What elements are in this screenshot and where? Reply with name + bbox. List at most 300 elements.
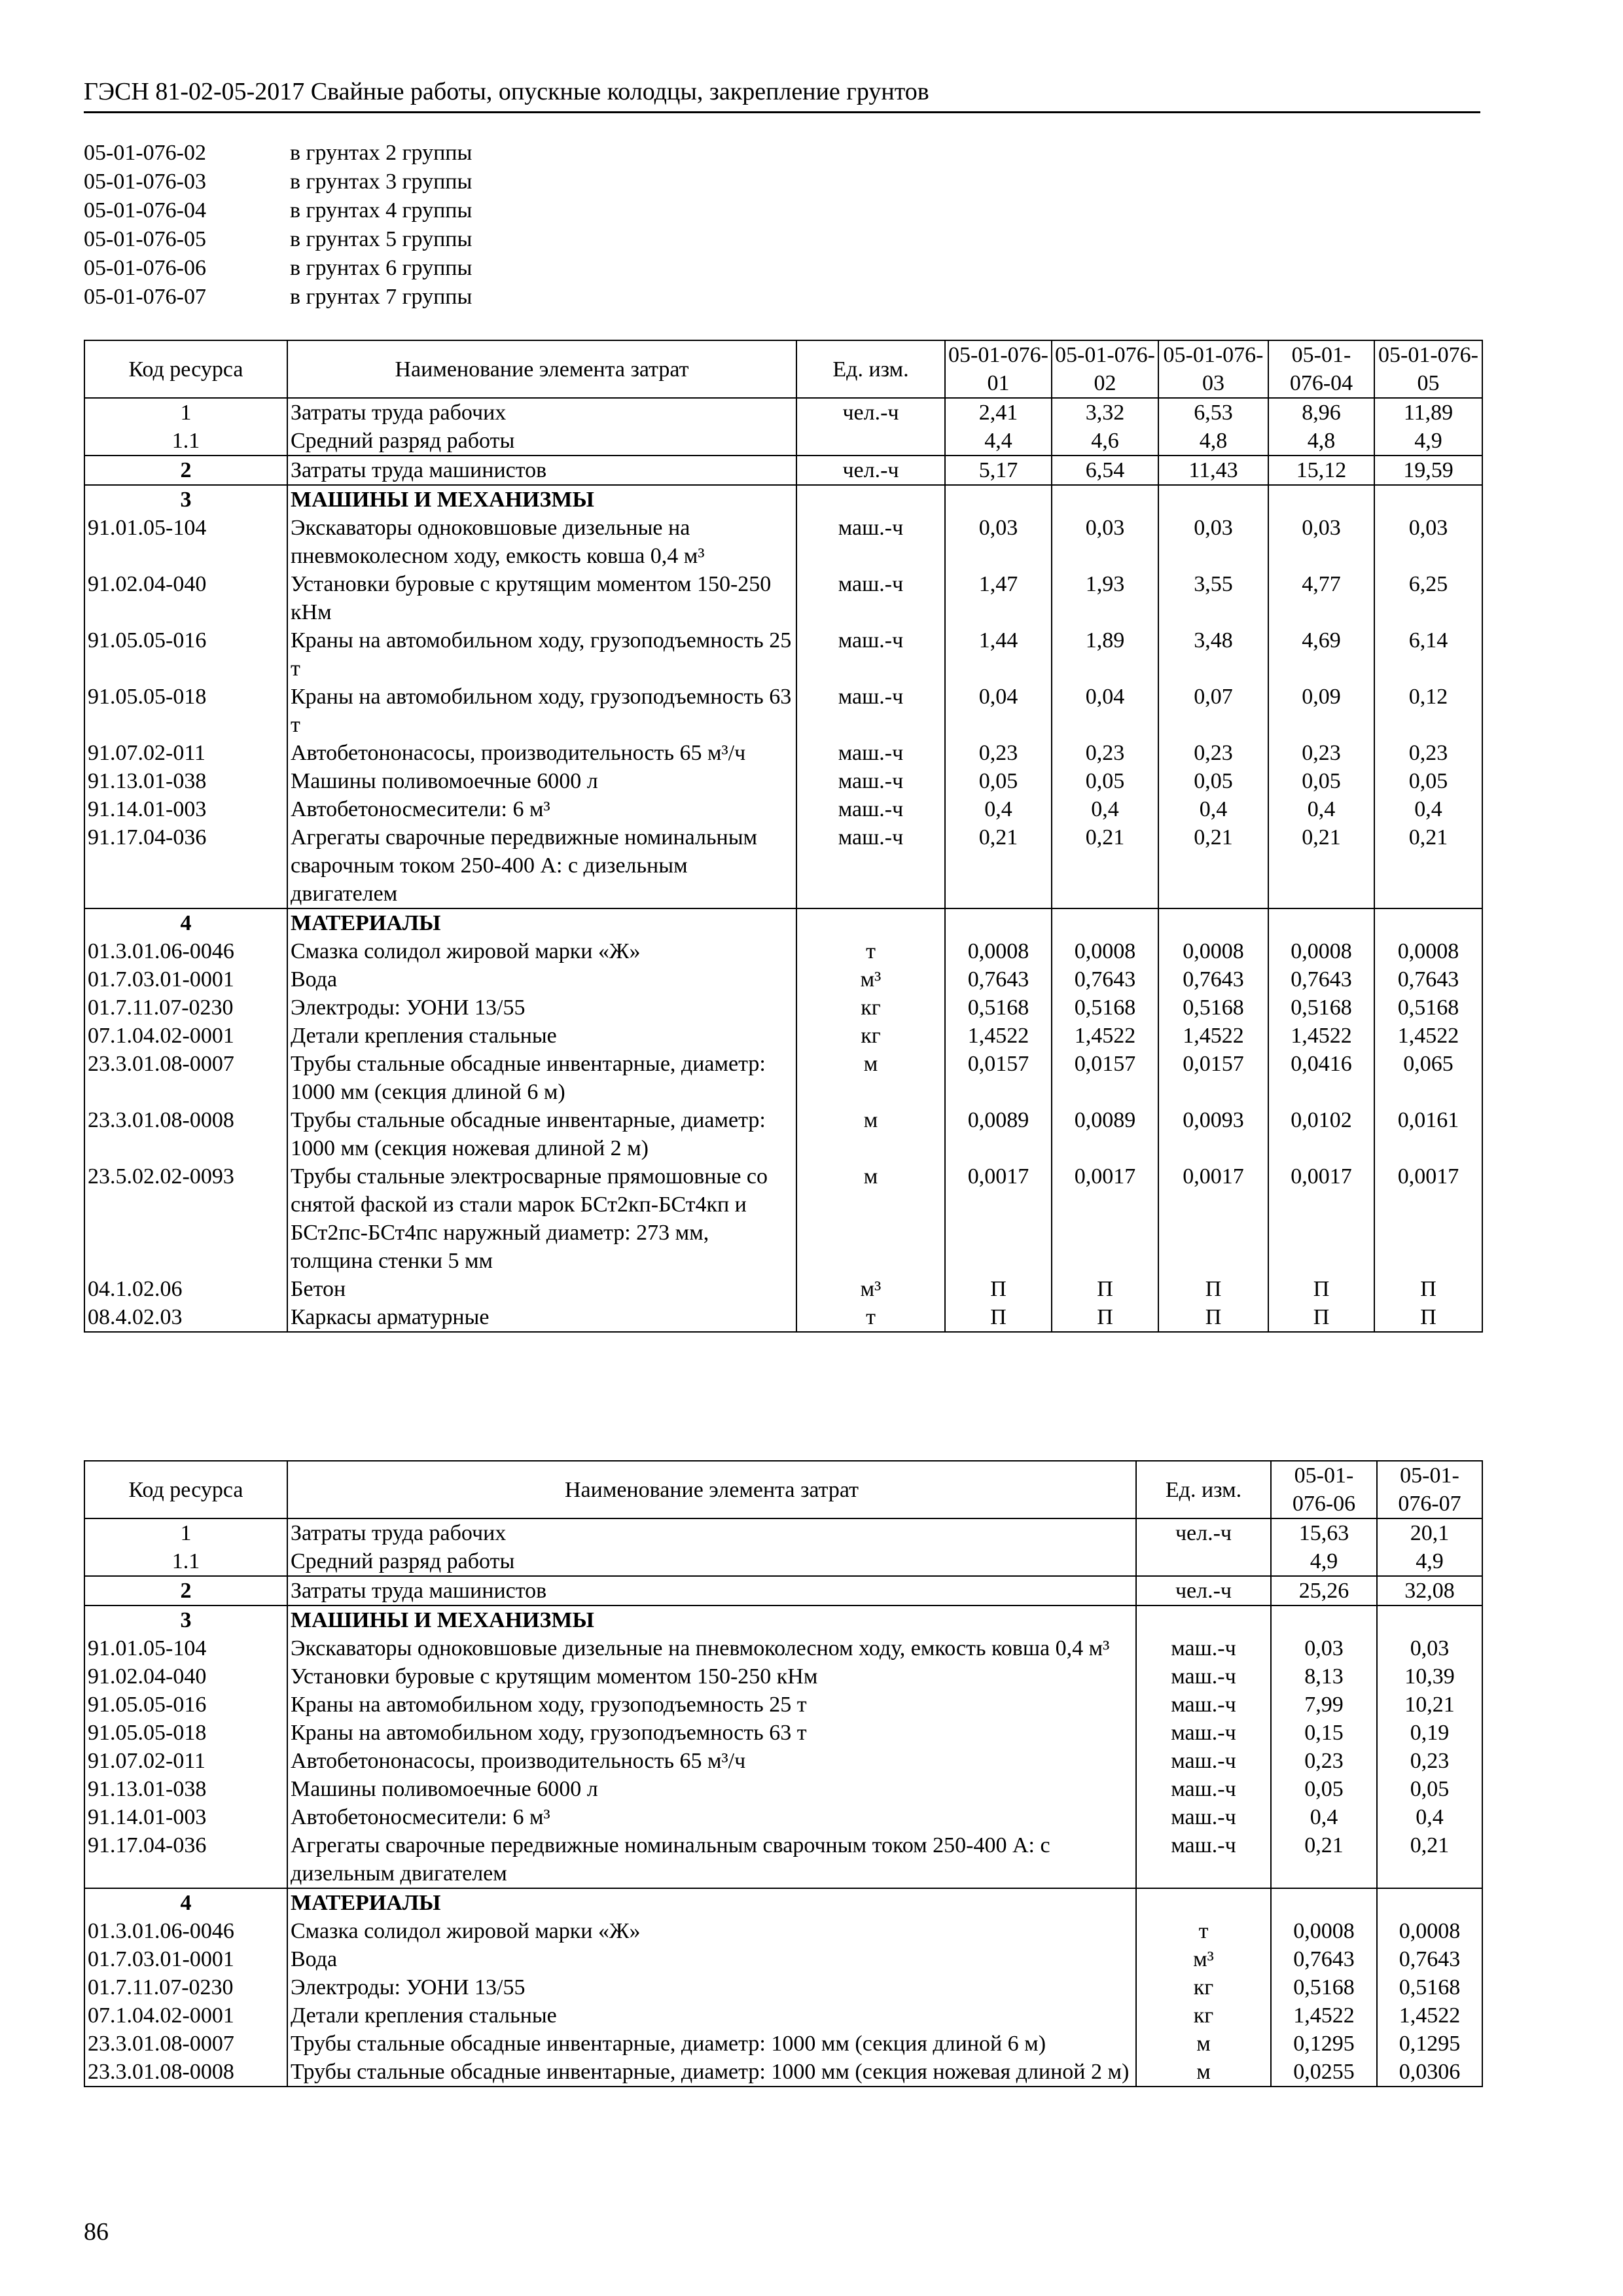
table-row xyxy=(84,1050,1482,1106)
unit: маш.-ч xyxy=(796,570,945,626)
table-row xyxy=(84,1917,1482,1945)
intro-list xyxy=(84,139,472,312)
value-cell: 7,99 xyxy=(1271,1691,1377,1719)
resource-code: 1 xyxy=(84,398,287,427)
resource-table-2 xyxy=(84,1460,1483,2087)
resource-code: 01.7.11.07-0230 xyxy=(84,1973,287,2001)
value-cell: 0,0093 xyxy=(1158,1106,1268,1162)
value-cell: 0,03 xyxy=(1268,514,1374,570)
resource-name: Трубы стальные обсадные инвентарные, диаметр: 1000 мм (секция ножевая длиной 2 м) xyxy=(287,2058,1136,2087)
value-cell: 0,7643 xyxy=(1374,965,1482,994)
unit: кг xyxy=(796,1022,945,1050)
value-cell: 0,4 xyxy=(1268,795,1374,823)
value-cell: 32,08 xyxy=(1377,1576,1482,1605)
value-cell: 1,89 xyxy=(1052,626,1158,683)
value-cell: 8,96 xyxy=(1268,398,1374,427)
value-cell: 0,03 xyxy=(945,514,1052,570)
value-cell: 0,03 xyxy=(1158,514,1268,570)
resource-name: Каркасы арматурные xyxy=(287,1303,796,1332)
value-cell: 1,4522 xyxy=(1377,2001,1482,2030)
value-cell: 15,12 xyxy=(1268,456,1374,485)
table-row xyxy=(84,1162,1482,1275)
resource-code: 91.02.04-040 xyxy=(84,570,287,626)
resource-name: Бетон xyxy=(287,1275,796,1303)
table-row xyxy=(84,1691,1482,1719)
value-cell: 0,03 xyxy=(1377,1634,1482,1662)
value-cell: 25,26 xyxy=(1271,1576,1377,1605)
value-cell: 0,7643 xyxy=(1268,965,1374,994)
resource-name: Агрегаты сварочные передвижные номинальным сварочным током 250-400 А: с дизельным двигателем xyxy=(287,823,796,908)
value-cell: 3,32 xyxy=(1052,398,1158,427)
resource-name: Экскаваторы одноковшовые дизельные на пневмоколесном ходу, емкость ковша 0,4 м³ xyxy=(287,514,796,570)
value-cell: 6,53 xyxy=(1158,398,1268,427)
unit: маш.-ч xyxy=(796,795,945,823)
resource-code: 23.3.01.08-0008 xyxy=(84,1106,287,1162)
value-cell: 6,14 xyxy=(1374,626,1482,683)
resource-code: 23.3.01.08-0007 xyxy=(84,2030,287,2058)
resource-name: Смазка солидол жировой марки «Ж» xyxy=(287,937,796,965)
value-cell: 0,0416 xyxy=(1268,1050,1374,1106)
value-cell: П xyxy=(945,1275,1052,1303)
table-row xyxy=(84,1022,1482,1050)
resource-name: Средний разряд работы xyxy=(287,427,796,456)
resource-code: 08.4.02.03 xyxy=(84,1303,287,1332)
intro-code: 05-01-076-07 xyxy=(84,285,206,309)
value-cell: 0,4 xyxy=(1052,795,1158,823)
table-row xyxy=(84,767,1482,795)
unit: маш.-ч xyxy=(796,683,945,739)
intro-code: 05-01-076-04 xyxy=(84,198,206,223)
value-cell: П xyxy=(1374,1303,1482,1332)
resource-code: 91.01.05-104 xyxy=(84,1634,287,1662)
value-cell: 0,0017 xyxy=(1052,1162,1158,1275)
value-cell: 0,04 xyxy=(1052,683,1158,739)
resource-code: 91.07.02-011 xyxy=(84,1747,287,1775)
resource-name: Установки буровые с крутящим моментом 150-250 кНм xyxy=(287,570,796,626)
value-cell: 0,21 xyxy=(1268,823,1374,908)
unit: м xyxy=(1136,2030,1271,2058)
value-cell: 6,25 xyxy=(1374,570,1482,626)
resource-name: МАТЕРИАЛЫ xyxy=(287,908,796,937)
resource-code: 2 xyxy=(84,1576,287,1605)
value-cell: 0,04 xyxy=(945,683,1052,739)
value-cell: 11,43 xyxy=(1158,456,1268,485)
resource-code: 01.7.11.07-0230 xyxy=(84,994,287,1022)
value-cell: 0,1295 xyxy=(1271,2030,1377,2058)
resource-code: 91.07.02-011 xyxy=(84,739,287,767)
resource-code: 91.14.01-003 xyxy=(84,795,287,823)
resource-code: 1.1 xyxy=(84,1547,287,1576)
unit: м xyxy=(796,1162,945,1275)
unit: маш.-ч xyxy=(1136,1775,1271,1803)
value-cell: 0,23 xyxy=(945,739,1052,767)
value-cell xyxy=(1271,1605,1377,1634)
resource-code: 01.7.03.01-0001 xyxy=(84,1945,287,1973)
intro-text: в грунтах 7 группы xyxy=(290,285,473,309)
intro-text: в грунтах 5 группы xyxy=(290,227,473,251)
value-cell: 0,5168 xyxy=(1377,1973,1482,2001)
value-cell: 3,48 xyxy=(1158,626,1268,683)
resource-code: 91.13.01-038 xyxy=(84,767,287,795)
value-cell: 1,4522 xyxy=(945,1022,1052,1050)
resource-name: МАТЕРИАЛЫ xyxy=(287,1888,1136,1917)
unit: м xyxy=(1136,2058,1271,2087)
value-cell: 4,69 xyxy=(1268,626,1374,683)
value-cell xyxy=(1374,485,1482,514)
resource-name: Детали крепления стальные xyxy=(287,1022,796,1050)
resource-name: Агрегаты сварочные передвижные номинальным сварочным током 250-400 А: с дизельным двигателем xyxy=(287,1831,1136,1888)
table-row xyxy=(84,1303,1482,1332)
resource-code: 91.17.04-036 xyxy=(84,1831,287,1888)
value-cell: 19,59 xyxy=(1374,456,1482,485)
value-cell: 15,63 xyxy=(1271,1518,1377,1547)
value-cell: 0,0008 xyxy=(1158,937,1268,965)
value-cell: 4,77 xyxy=(1268,570,1374,626)
value-cell: 0,0157 xyxy=(945,1050,1052,1106)
table-row xyxy=(84,795,1482,823)
value-cell: 0,5168 xyxy=(1268,994,1374,1022)
value-cell: 0,21 xyxy=(1158,823,1268,908)
value-cell xyxy=(1268,908,1374,937)
value-cell: 0,05 xyxy=(1052,767,1158,795)
resource-code: 91.14.01-003 xyxy=(84,1803,287,1831)
value-cell: 1,4522 xyxy=(1158,1022,1268,1050)
column-header: Наименование элемента затрат xyxy=(287,340,796,398)
value-cell: 0,03 xyxy=(1374,514,1482,570)
unit xyxy=(1136,1888,1271,1917)
value-cell: 0,05 xyxy=(1377,1775,1482,1803)
value-cell: 0,05 xyxy=(945,767,1052,795)
column-header: 05-01-076-04 xyxy=(1268,340,1374,398)
table-row xyxy=(84,427,1482,456)
value-cell: 1,4522 xyxy=(1268,1022,1374,1050)
value-cell: 4,9 xyxy=(1377,1547,1482,1576)
unit: м xyxy=(796,1050,945,1106)
value-cell: 0,4 xyxy=(945,795,1052,823)
page-number: 86 xyxy=(84,2218,109,2246)
resource-code: 91.05.05-018 xyxy=(84,683,287,739)
value-cell: 2,41 xyxy=(945,398,1052,427)
value-cell: 0,1295 xyxy=(1377,2030,1482,2058)
table-row xyxy=(84,570,1482,626)
unit xyxy=(1136,1605,1271,1634)
value-cell: 0,03 xyxy=(1052,514,1158,570)
value-cell: 0,09 xyxy=(1268,683,1374,739)
intro-code: 05-01-076-06 xyxy=(84,256,206,280)
resource-code: 91.01.05-104 xyxy=(84,514,287,570)
value-cell: 3,55 xyxy=(1158,570,1268,626)
resource-name: Затраты труда рабочих xyxy=(287,1518,1136,1547)
value-cell: 0,21 xyxy=(1052,823,1158,908)
value-cell: 0,0008 xyxy=(1052,937,1158,965)
value-cell: 0,21 xyxy=(945,823,1052,908)
value-cell: 4,9 xyxy=(1271,1547,1377,1576)
value-cell xyxy=(1052,485,1158,514)
resource-name: МАШИНЫ И МЕХАНИЗМЫ xyxy=(287,1605,1136,1634)
unit: кг xyxy=(1136,1973,1271,2001)
value-cell: 0,7643 xyxy=(1052,965,1158,994)
value-cell: 0,4 xyxy=(1374,795,1482,823)
value-cell xyxy=(1158,485,1268,514)
unit: маш.-ч xyxy=(796,823,945,908)
column-header: 05-01-076-07 xyxy=(1377,1461,1482,1518)
unit: м³ xyxy=(796,1275,945,1303)
table-row xyxy=(84,1106,1482,1162)
value-cell: 0,15 xyxy=(1271,1719,1377,1747)
table-row xyxy=(84,937,1482,965)
unit: маш.-ч xyxy=(796,767,945,795)
table-row xyxy=(84,1518,1482,1547)
resource-name: Затраты труда рабочих xyxy=(287,398,796,427)
value-cell: П xyxy=(1268,1303,1374,1332)
column-header: 05-01-076-06 xyxy=(1271,1461,1377,1518)
value-cell: 0,4 xyxy=(1158,795,1268,823)
value-cell: П xyxy=(1158,1275,1268,1303)
table-row xyxy=(84,1275,1482,1303)
resource-code: 3 xyxy=(84,1605,287,1634)
value-cell xyxy=(1268,485,1374,514)
intro-code: 05-01-076-03 xyxy=(84,170,206,194)
unit: маш.-ч xyxy=(1136,1803,1271,1831)
value-cell: П xyxy=(1052,1303,1158,1332)
value-cell: 0,23 xyxy=(1268,739,1374,767)
unit: маш.-ч xyxy=(796,626,945,683)
value-cell: 0,0017 xyxy=(1158,1162,1268,1275)
table-row xyxy=(84,398,1482,427)
resource-code: 91.05.05-018 xyxy=(84,1719,287,1747)
resource-name: Трубы стальные обсадные инвентарные, диаметр: 1000 мм (секция длиной 6 м) xyxy=(287,2030,1136,2058)
value-cell: 0,23 xyxy=(1271,1747,1377,1775)
value-cell: 4,9 xyxy=(1374,427,1482,456)
unit: т xyxy=(1136,1917,1271,1945)
unit: маш.-ч xyxy=(1136,1634,1271,1662)
unit: кг xyxy=(1136,2001,1271,2030)
resource-name: Трубы стальные электросварные прямошовные со снятой фаской из стали марок БСт2кп-БСт4кп и БСт2пс-БСт4пс наружный диаметр: 273 мм, толщина стенки 5 мм xyxy=(287,1162,796,1275)
column-header: Код ресурса xyxy=(84,340,287,398)
value-cell: 4,8 xyxy=(1158,427,1268,456)
value-cell: 0,5168 xyxy=(1158,994,1268,1022)
table-row xyxy=(84,739,1482,767)
resource-code: 23.3.01.08-0008 xyxy=(84,2058,287,2087)
resource-name: Краны на автомобильном ходу, грузоподъемность 25 т xyxy=(287,1691,1136,1719)
column-header: Код ресурса xyxy=(84,1461,287,1518)
value-cell: 10,21 xyxy=(1377,1691,1482,1719)
column-header: Ед. изм. xyxy=(796,340,945,398)
value-cell: 0,7643 xyxy=(1271,1945,1377,1973)
resource-name: Трубы стальные обсадные инвентарные, диаметр: 1000 мм (секция длиной 6 м) xyxy=(287,1050,796,1106)
resource-code: 91.02.04-040 xyxy=(84,1662,287,1691)
table-row xyxy=(84,994,1482,1022)
resource-code: 01.3.01.06-0046 xyxy=(84,1917,287,1945)
intro-item xyxy=(84,196,472,225)
value-cell xyxy=(1052,908,1158,937)
intro-code: 05-01-076-02 xyxy=(84,141,206,165)
value-cell: П xyxy=(1052,1275,1158,1303)
value-cell: 0,23 xyxy=(1377,1747,1482,1775)
table-row xyxy=(84,1831,1482,1888)
resource-code: 91.17.04-036 xyxy=(84,823,287,908)
value-cell: 0,0089 xyxy=(945,1106,1052,1162)
resource-code: 91.13.01-038 xyxy=(84,1775,287,1803)
table-row xyxy=(84,1888,1482,1917)
resource-name: Краны на автомобильном ходу, грузоподъемность 63 т xyxy=(287,1719,1136,1747)
resource-code: 1.1 xyxy=(84,427,287,456)
intro-text: в грунтах 2 группы xyxy=(290,141,473,165)
column-header: 05-01-076-02 xyxy=(1052,340,1158,398)
table-row xyxy=(84,1662,1482,1691)
table-row xyxy=(84,1719,1482,1747)
value-cell: 0,12 xyxy=(1374,683,1482,739)
resource-name: Автобетононасосы, производительность 65 м³/ч xyxy=(287,1747,1136,1775)
intro-item xyxy=(84,225,472,254)
value-cell: 20,1 xyxy=(1377,1518,1482,1547)
value-cell xyxy=(945,908,1052,937)
value-cell: 10,39 xyxy=(1377,1662,1482,1691)
value-cell xyxy=(1377,1888,1482,1917)
value-cell: 0,07 xyxy=(1158,683,1268,739)
value-cell: 0,0008 xyxy=(1377,1917,1482,1945)
value-cell: 0,0255 xyxy=(1271,2058,1377,2087)
unit: чел.-ч xyxy=(796,398,945,427)
value-cell: 0,05 xyxy=(1271,1775,1377,1803)
value-cell: П xyxy=(1374,1275,1482,1303)
resource-code: 91.05.05-016 xyxy=(84,1691,287,1719)
value-cell: 0,05 xyxy=(1374,767,1482,795)
value-cell: 0,0017 xyxy=(1374,1162,1482,1275)
table-row xyxy=(84,2058,1482,2087)
value-cell xyxy=(1377,1605,1482,1634)
value-cell xyxy=(945,485,1052,514)
table-row xyxy=(84,456,1482,485)
unit: кг xyxy=(796,994,945,1022)
value-cell: 0,23 xyxy=(1158,739,1268,767)
value-cell: 5,17 xyxy=(945,456,1052,485)
unit xyxy=(796,908,945,937)
unit xyxy=(796,427,945,456)
table-row xyxy=(84,908,1482,937)
unit xyxy=(796,485,945,514)
table-row xyxy=(84,1605,1482,1634)
resource-name: Автобетоносмесители: 6 м³ xyxy=(287,1803,1136,1831)
value-cell: 0,065 xyxy=(1374,1050,1482,1106)
value-cell: 0,5168 xyxy=(1374,994,1482,1022)
resource-name: Автобетоносмесители: 6 м³ xyxy=(287,795,796,823)
resource-code: 07.1.04.02-0001 xyxy=(84,1022,287,1050)
intro-text: в грунтах 6 группы xyxy=(290,256,473,280)
value-cell: 0,5168 xyxy=(1052,994,1158,1022)
resource-table-1 xyxy=(84,340,1483,1333)
value-cell: 0,21 xyxy=(1377,1831,1482,1888)
table-row xyxy=(84,1803,1482,1831)
value-cell: П xyxy=(1158,1303,1268,1332)
value-cell: 6,54 xyxy=(1052,456,1158,485)
value-cell: 0,0089 xyxy=(1052,1106,1158,1162)
value-cell: 0,5168 xyxy=(1271,1973,1377,2001)
resource-name: Машины поливомоечные 6000 л xyxy=(287,767,796,795)
resource-name: Средний разряд работы xyxy=(287,1547,1136,1576)
value-cell: 0,0017 xyxy=(1268,1162,1374,1275)
intro-code: 05-01-076-05 xyxy=(84,227,206,251)
intro-text: в грунтах 3 группы xyxy=(290,170,473,194)
value-cell: 0,05 xyxy=(1158,767,1268,795)
column-header: 05-01-076-01 xyxy=(945,340,1052,398)
resource-code: 01.3.01.06-0046 xyxy=(84,937,287,965)
value-cell: 0,4 xyxy=(1377,1803,1482,1831)
resource-name: Затраты труда машинистов xyxy=(287,1576,1136,1605)
resource-name: Автобетононасосы, производительность 65 м³/ч xyxy=(287,739,796,767)
value-cell: 0,21 xyxy=(1374,823,1482,908)
unit: маш.-ч xyxy=(1136,1831,1271,1888)
resource-name: Экскаваторы одноковшовые дизельные на пневмоколесном ходу, емкость ковша 0,4 м³ xyxy=(287,1634,1136,1662)
value-cell: 4,8 xyxy=(1268,427,1374,456)
table-row xyxy=(84,2001,1482,2030)
column-header: Ед. изм. xyxy=(1136,1461,1271,1518)
unit: м³ xyxy=(796,965,945,994)
table-row xyxy=(84,823,1482,908)
value-cell: 0,0017 xyxy=(945,1162,1052,1275)
value-cell xyxy=(1271,1888,1377,1917)
value-cell xyxy=(1374,908,1482,937)
unit: м xyxy=(796,1106,945,1162)
resource-code: 91.05.05-016 xyxy=(84,626,287,683)
intro-text: в грунтах 4 группы xyxy=(290,198,473,223)
intro-item xyxy=(84,283,472,312)
value-cell: 1,44 xyxy=(945,626,1052,683)
value-cell: 1,47 xyxy=(945,570,1052,626)
table-row xyxy=(84,1576,1482,1605)
value-cell: 8,13 xyxy=(1271,1662,1377,1691)
intro-item xyxy=(84,168,472,196)
value-cell: 0,0008 xyxy=(945,937,1052,965)
value-cell: 0,0008 xyxy=(1271,1917,1377,1945)
unit: т xyxy=(796,1303,945,1332)
unit: маш.-ч xyxy=(1136,1719,1271,1747)
unit xyxy=(1136,1547,1271,1576)
resource-name: МАШИНЫ И МЕХАНИЗМЫ xyxy=(287,485,796,514)
table-row xyxy=(84,1775,1482,1803)
value-cell: 0,05 xyxy=(1268,767,1374,795)
resource-name: Машины поливомоечные 6000 л xyxy=(287,1775,1136,1803)
value-cell: 0,0008 xyxy=(1374,937,1482,965)
value-cell: 0,5168 xyxy=(945,994,1052,1022)
unit: чел.-ч xyxy=(1136,1576,1271,1605)
table-row xyxy=(84,683,1482,739)
resource-code: 3 xyxy=(84,485,287,514)
value-cell: 0,7643 xyxy=(1158,965,1268,994)
value-cell: 0,23 xyxy=(1052,739,1158,767)
table-row xyxy=(84,1945,1482,1973)
resource-code: 07.1.04.02-0001 xyxy=(84,2001,287,2030)
unit: м³ xyxy=(1136,1945,1271,1973)
value-cell: 11,89 xyxy=(1374,398,1482,427)
value-cell: 0,0102 xyxy=(1268,1106,1374,1162)
table-row xyxy=(84,1747,1482,1775)
unit: маш.-ч xyxy=(1136,1747,1271,1775)
value-cell: П xyxy=(945,1303,1052,1332)
resource-code: 01.7.03.01-0001 xyxy=(84,965,287,994)
table-row xyxy=(84,1973,1482,2001)
table-row xyxy=(84,485,1482,514)
value-cell: 1,93 xyxy=(1052,570,1158,626)
resource-code: 2 xyxy=(84,456,287,485)
unit: маш.-ч xyxy=(1136,1662,1271,1691)
value-cell: 0,21 xyxy=(1271,1831,1377,1888)
resource-name: Вода xyxy=(287,965,796,994)
column-header: 05-01-076-03 xyxy=(1158,340,1268,398)
resource-name: Детали крепления стальные xyxy=(287,2001,1136,2030)
intro-item xyxy=(84,139,472,168)
unit: чел.-ч xyxy=(1136,1518,1271,1547)
